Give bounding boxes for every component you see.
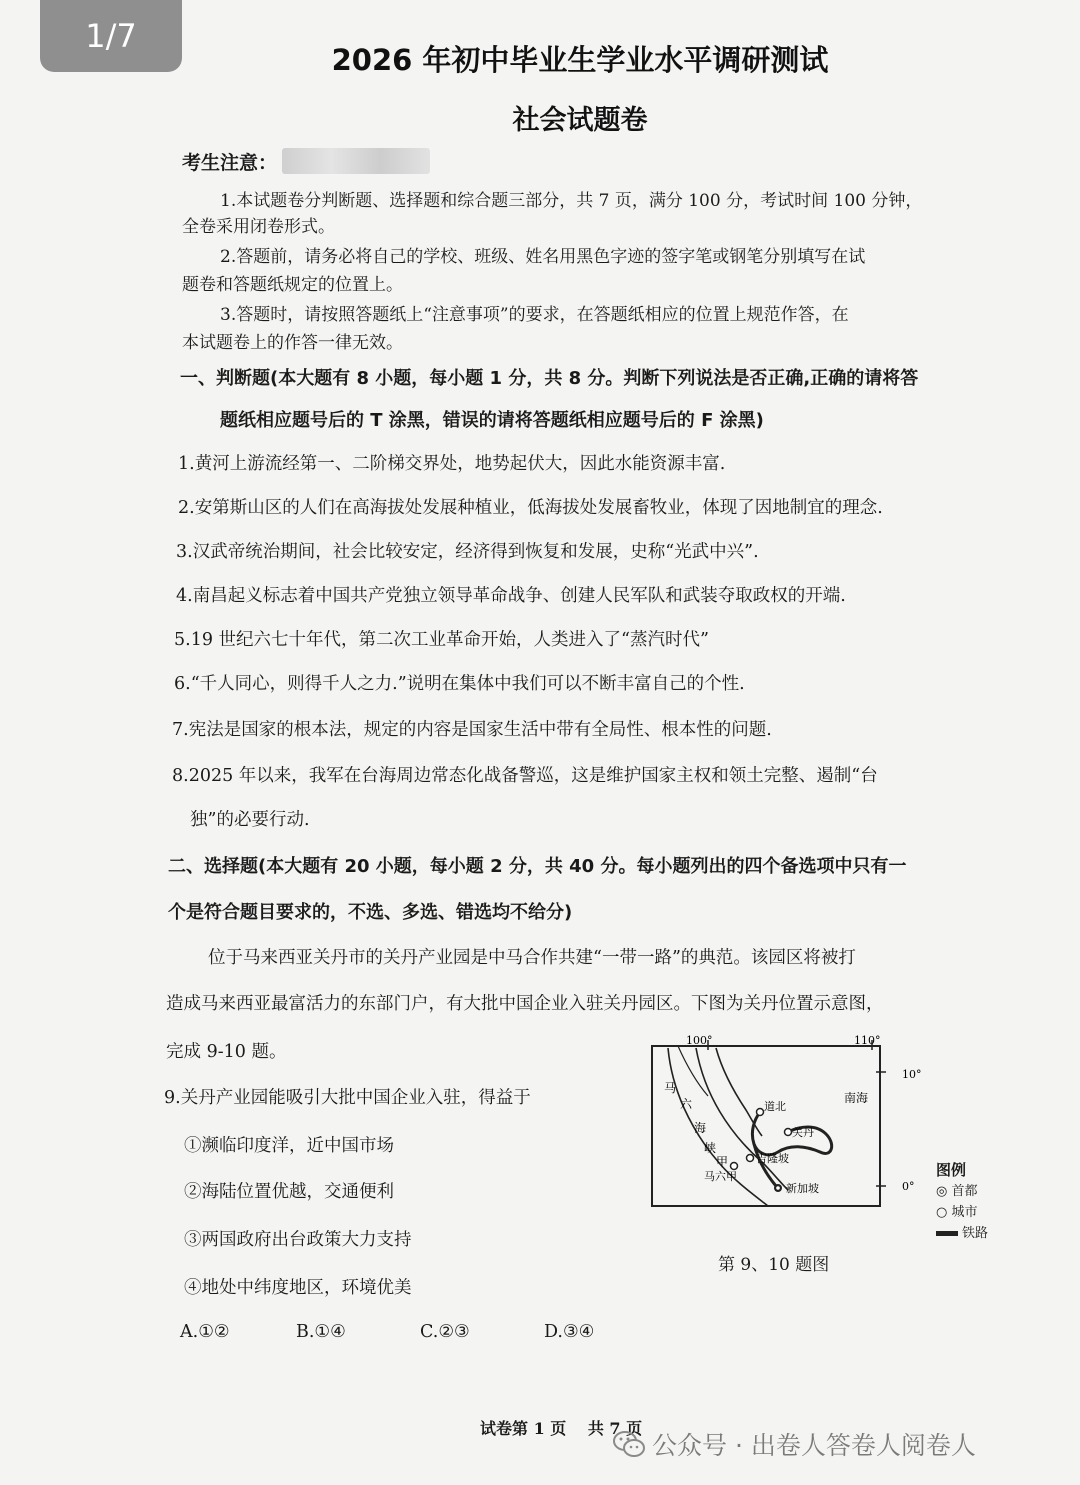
page-footer: 试卷第 1 页 共 7 页: [480, 1419, 643, 1438]
judge-question: 2.安第斯山区的人们在高海拔处发展种植业，低海拔处发展畜牧业，体现了因地制宜的理念.: [178, 498, 883, 518]
judge-question: 3.汉武帝统治期间，社会比较安定，经济得到恢复和发展，史称“光武中兴”.: [176, 542, 759, 562]
map-label: 海: [694, 1121, 707, 1135]
answer-choice: B.①④: [296, 1322, 346, 1342]
lat-label: 10°: [902, 1068, 922, 1081]
lon-label: 110°: [854, 1034, 881, 1047]
material-text: 完成 9-10 题。: [166, 1042, 287, 1062]
legend-city: ○ 城市: [936, 1205, 978, 1220]
map-city-label: 马六甲: [704, 1170, 737, 1183]
section2-heading: 二、选择题(本大题有 20 小题，每小题 2 分，共 40 分。每小题列出的四个备选项中只有一: [168, 856, 907, 877]
wechat-icon: [612, 1429, 646, 1459]
redacted-area: [282, 148, 430, 174]
question-option: ④地处中纬度地区，环境优美: [184, 1278, 412, 1298]
location-map: [650, 1034, 922, 1210]
map-city-label: 吉隆坡: [756, 1152, 789, 1165]
notice-line: 题卷和答题纸规定的位置上。: [182, 275, 403, 295]
watermark: [612, 1426, 976, 1462]
map-city-label: 关丹: [792, 1126, 814, 1139]
judge-question: 7.宪法是国家的根本法，规定的内容是国家生活中带有全局性、根本性的问题.: [172, 720, 772, 740]
question-option: ③两国政府出台政策大力支持: [184, 1230, 412, 1250]
map-city-label: 新加坡: [786, 1182, 819, 1195]
judge-question: 8.2025 年以来，我军在台海周边常态化战备警巡，这是维护国家主权和领土完整、遏制“台: [172, 766, 878, 786]
question-stem: 9.关丹产业园能吸引大批中国企业入驻，得益于: [164, 1088, 531, 1108]
map-legend: [936, 1160, 988, 1244]
question-option: ②海陆位置优越，交通便利: [184, 1182, 394, 1202]
legend-title: 图例: [936, 1161, 967, 1179]
notice-line: 3.答题时，请按照答题纸上“注意事项”的要求，在答题纸相应的位置上规范作答，在: [220, 305, 849, 325]
notice-line: 全卷采用闭卷形式。: [182, 217, 335, 237]
exam-subtitle: 社会试题卷: [512, 105, 648, 136]
notice-line: 2.答题前，请务必将自己的学校、班级、姓名用黑色字迹的签字笔或钢笔分别填写在试: [220, 247, 866, 267]
answer-choice: A.①②: [180, 1322, 230, 1342]
map-label: 甲: [716, 1155, 729, 1169]
map-label: 南海: [844, 1091, 869, 1105]
judge-question: 1.黄河上游流经第一、二阶梯交界处，地势起伏大，因此水能资源丰富.: [178, 454, 726, 474]
map-caption: 第 9、10 题图: [718, 1255, 830, 1275]
answer-choice: D.③④: [544, 1322, 595, 1342]
section1-heading: 一、判断题(本大题有 8 小题，每小题 1 分，共 8 分。判断下列说法是否正确,正确的请将答: [180, 368, 919, 389]
map-label: 马: [664, 1081, 677, 1095]
material-text: 造成马来西亚最富活力的东部门户，有大批中国企业入驻关丹园区。下图为关丹位置示意图，: [166, 994, 884, 1014]
watermark-text: 公众号 · 出卷人答卷人阅卷人: [652, 1431, 976, 1460]
notice-line: 本试题卷上的作答一律无效。: [182, 333, 403, 353]
section1-heading-cont: 题纸相应题号后的 T 涂黑，错误的请将答题纸相应题号后的 F 涂黑): [220, 410, 764, 431]
notice-heading: 考生注意：: [182, 152, 278, 174]
section2-heading-cont: 个是符合题目要求的，不选、多选、错选均不给分): [168, 902, 573, 923]
judge-question: 5.19 世纪六七十年代，第二次工业革命开始，人类进入了“蒸汽时代”: [174, 630, 709, 650]
answer-choice: C.②③: [420, 1322, 470, 1342]
question-option: ①濒临印度洋，近中国市场: [184, 1136, 394, 1156]
notice-line: 1.本试题卷分判断题、选择题和综合题三部分，共 7 页，满分 100 分，考试时间 100 分钟，: [220, 191, 923, 211]
map-label: 峡: [704, 1141, 717, 1155]
map-city-label: 道北: [764, 1100, 786, 1113]
map-label: 六: [680, 1097, 693, 1111]
legend-railway: 铁路: [936, 1223, 988, 1244]
material-text: 位于马来西亚关丹市的关丹产业园是中马合作共建“一带一路”的典范。该园区将被打: [208, 948, 856, 968]
judge-question: 6.“千人同心，则得千人之力.”说明在集体中我们可以不断丰富自己的个性.: [174, 674, 745, 694]
lon-label: 100°: [686, 1034, 713, 1047]
exam-title: 2026 年初中毕业生学业水平调研测试: [331, 43, 829, 77]
judge-question-cont: 独”的必要行动.: [190, 810, 310, 830]
judge-question: 4.南昌起义标志着中国共产党独立领导革命战争、创建人民军队和武装夺取政权的开端.: [176, 586, 846, 606]
page-counter: 1/7: [40, 0, 182, 72]
legend-capital: ◎ 首都: [936, 1184, 978, 1199]
lat-label: 0°: [902, 1180, 915, 1193]
